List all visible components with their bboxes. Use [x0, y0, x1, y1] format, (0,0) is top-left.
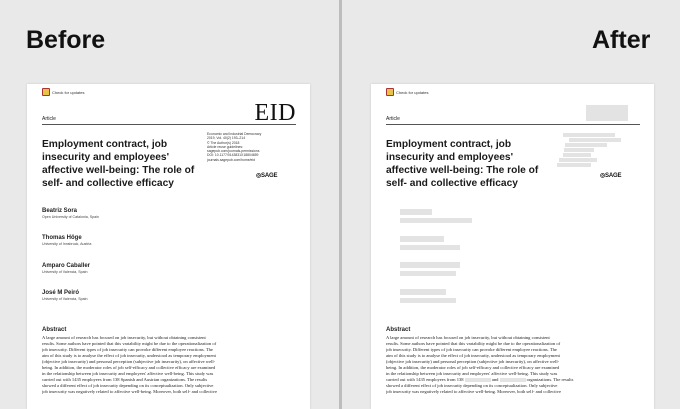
redacted-author-name [400, 289, 446, 295]
journal-logo: EID [254, 100, 296, 126]
before-document-page [27, 84, 310, 409]
abstract-line: carried out with 1435 employees from 138 Spanish and Austrian organizations. The results [42, 377, 208, 383]
abstract-heading: Abstract [386, 327, 411, 333]
title-line: Employment contract, job [386, 139, 512, 150]
abstract-line: (objective job insecurity) and personal perception (subjective job insecurity), on affective well- [42, 359, 216, 365]
redacted-author-affiliation [400, 218, 472, 223]
abstract-line: A large amount of research has focused on job insecurity, but without obtaining consistent [386, 335, 550, 340]
abstract-line: job insecurity. Different types of job insecurity can provoke different employee reactions. The [386, 347, 557, 353]
sage-logo-text: SAGE [605, 173, 622, 179]
redacted-metadata [565, 143, 607, 147]
meta-line[interactable]: Article reuse guidelines: [207, 144, 243, 149]
abstract-line: showed a different effect of job insecurity depending on its conceptualization. Only subjective [386, 383, 558, 389]
sage-logo: ◎SAGE [256, 173, 278, 179]
abstract-line: in the relationship between job insecurity and employees' affective well-being. This study was [386, 371, 558, 377]
abstract-line: job insecurity was negatively related to affective well-being. Moreover, both self- and collective [386, 389, 561, 395]
meta-line[interactable]: journals.sagepub.com/home/eid [207, 157, 256, 162]
header-rule [42, 124, 296, 125]
title-line: insecurity and employees' [386, 152, 513, 163]
redacted-author-affiliation [400, 245, 460, 250]
abstract-line: results. Some authors have pointed that this variability might be due to the operationalization of [386, 341, 561, 347]
journal-metadata [207, 132, 302, 162]
title-line: self- and collective efficacy [386, 178, 518, 189]
abstract-text [42, 335, 296, 395]
abstract-fragment: carried out with 1435 employees from 138 [386, 377, 464, 383]
article-label: Article [42, 116, 56, 122]
author-affiliation: University of Valencia, Spain [42, 270, 88, 274]
abstract-line: (objective job insecurity) and personal perception (subjective job insecurity), on affective well- [386, 359, 560, 365]
redacted-word [500, 378, 526, 382]
author-affiliation: University of Innsbruck, Austria [42, 242, 92, 246]
redacted-author-affiliation [400, 271, 456, 276]
meta-line: 2019, Vol. 40(2) 193–214 [207, 136, 246, 141]
author-block [42, 290, 87, 301]
abstract-line: results. Some authors have pointed that this variability might be due to the operationalization of [42, 341, 217, 347]
redacted-metadata [569, 138, 621, 142]
check-updates-icon [42, 88, 50, 96]
author-name: Thomas Höge [42, 235, 82, 241]
check-updates-badge[interactable] [42, 88, 84, 96]
title-line: affective well-being: The role of [386, 165, 539, 176]
abstract-fragment: and [491, 377, 499, 383]
check-updates-label: Check for updates [52, 89, 85, 95]
redacted-author-affiliation [400, 298, 456, 303]
check-updates-badge[interactable] [386, 88, 428, 96]
author-name: Beatriz Sora [42, 208, 78, 214]
redacted-word [465, 378, 491, 382]
redacted-metadata [563, 133, 615, 137]
redacted-author-name [400, 209, 432, 215]
after-document-page [371, 84, 654, 409]
author-name: José M Peiró [42, 290, 80, 296]
redacted-metadata [564, 148, 594, 152]
before-label: Before [26, 26, 106, 54]
check-updates-label: Check for updates [396, 89, 429, 95]
author-block [42, 263, 90, 274]
abstract-line: job insecurity. Different types of job insecurity can provoke different employee reactions. The [42, 347, 213, 353]
author-name: Amparo Caballer [42, 263, 91, 269]
article-title [42, 138, 212, 190]
abstract-line: being. In addition, the moderator roles of job self-efficacy and collective efficacy are examined [42, 365, 216, 371]
abstract-line: A large amount of research has focused on job insecurity, but without obtaining consistent [42, 335, 206, 340]
abstract-line: job insecurity was negatively related to affective well-being. Moreover, both self- and collective [42, 389, 217, 395]
author-block [42, 235, 91, 246]
abstract-line: aim of this study is to analyse the effect of job insecurity, understood as temporary employment [386, 353, 560, 359]
meta-line: Economic and Industrial Democracy [207, 132, 262, 136]
header-rule [386, 124, 640, 125]
redacted-journal-logo [586, 105, 628, 121]
title-line: affective well-being: The role of [42, 165, 195, 176]
meta-line: © The Author(s) 2018 [207, 140, 240, 145]
article-label: Article [386, 116, 400, 122]
panel-divider [339, 0, 342, 409]
abstract-line: being. In addition, the moderator roles of job self-efficacy and collective efficacy are examined [386, 365, 560, 371]
abstract-text [386, 335, 640, 395]
check-updates-icon [386, 88, 394, 96]
author-affiliation: Open University of Catalonia, Spain [42, 215, 99, 219]
sage-logo-text: SAGE [261, 173, 278, 179]
author-block [42, 208, 99, 219]
after-label: After [592, 26, 651, 54]
abstract-line: showed a different effect of job insecurity depending on its conceptualization. Only subjective [42, 383, 214, 389]
article-title [386, 138, 556, 190]
redacted-metadata [559, 158, 597, 162]
meta-line[interactable]: sagepub.com/journals-permissions [207, 149, 260, 154]
abstract-line: aim of this study is to analyse the effect of job insecurity, understood as temporary employment [42, 353, 216, 359]
abstract-fragment: organizations. The results [526, 377, 574, 383]
redacted-metadata [563, 153, 591, 157]
redacted-metadata [557, 163, 591, 167]
title-line: insecurity and employees' [42, 152, 169, 163]
sage-logo: ◎SAGE [600, 173, 622, 179]
meta-line[interactable]: DOI: 10.1177/0143831X18804659 [207, 153, 259, 158]
redacted-author-name [400, 236, 444, 242]
abstract-heading: Abstract [42, 327, 67, 333]
abstract-line: in the relationship between job insecurity and employees' affective well-being. This study was [42, 371, 214, 377]
title-line: Employment contract, job [42, 139, 168, 150]
redacted-author-name [400, 262, 460, 268]
title-line: self- and collective efficacy [42, 178, 174, 189]
author-affiliation: University of Valencia, Spain [42, 297, 88, 301]
